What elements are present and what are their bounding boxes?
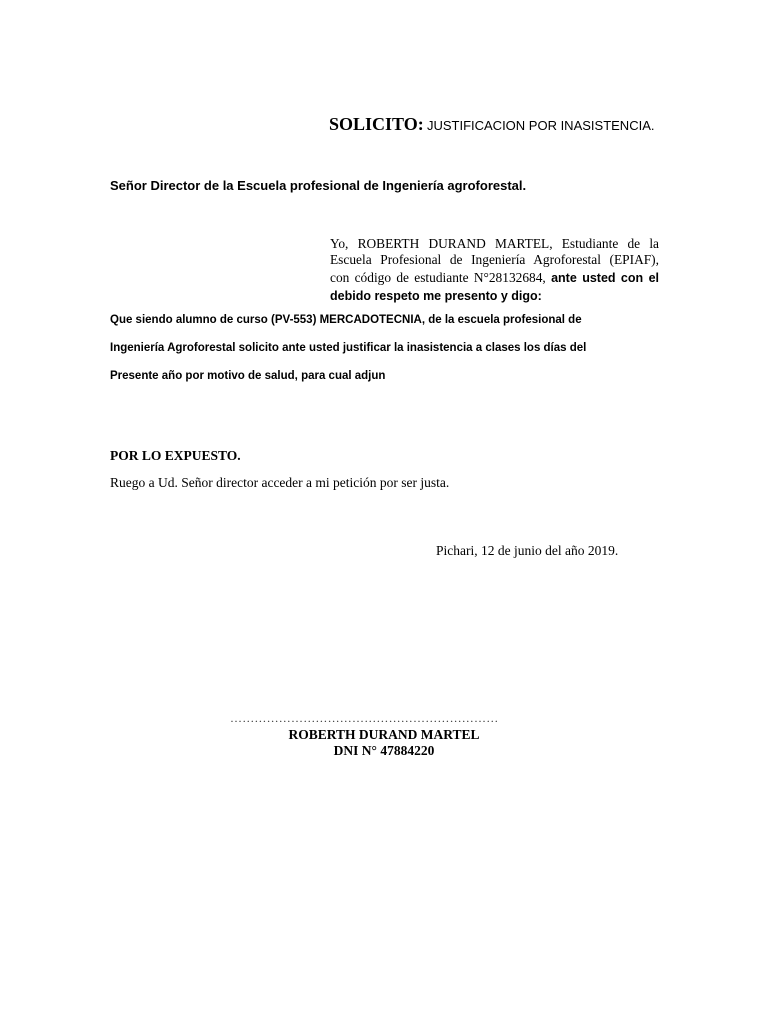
closing-heading: POR LO EXPUESTO.	[110, 448, 241, 463]
intro-line-3-bold: ante usted con el	[551, 271, 659, 285]
body-line-1: Que siendo alumno de curso (PV-553) MERCADOTECNIA, de la escuela profesional de	[110, 314, 582, 326]
intro-line-1: Yo, ROBERTH DURAND MARTEL, Estudiante de la	[330, 236, 659, 251]
signature-name: ROBERTH DURAND MARTEL	[288, 727, 480, 742]
signature-dotted-line: …………………………………………………………	[230, 711, 499, 725]
solicito-subject: JUSTIFICACION POR INASISTENCIA.	[426, 118, 655, 133]
intro-line-3-plain: con código de estudiante N°28132684,	[330, 270, 546, 285]
body-line-2: Ingeniería Agroforestal solicito ante usted justificar la inasistencia a clases los días del	[110, 342, 587, 354]
signature-dni: DNI N° 47884220	[333, 743, 435, 758]
body-line-3: Presente año por motivo de salud, para cual adjun	[110, 370, 386, 382]
intro-line-2: Escuela Profesional de Ingeniería Agroforestal (EPIAF),	[330, 252, 659, 267]
intro-line-4: debido respeto me presento y digo:	[330, 289, 542, 303]
solicito-heading	[329, 114, 654, 135]
date-line: Pichari, 12 de junio del año 2019.	[436, 543, 619, 558]
addressee-line: Señor Director de la Escuela profesional de Ingeniería agroforestal.	[110, 178, 527, 193]
intro-line-3	[330, 268, 659, 288]
closing-request: Ruego a Ud. Señor director acceder a mi petición por ser justa.	[110, 475, 450, 490]
solicito-label: SOLICITO:	[329, 114, 424, 134]
